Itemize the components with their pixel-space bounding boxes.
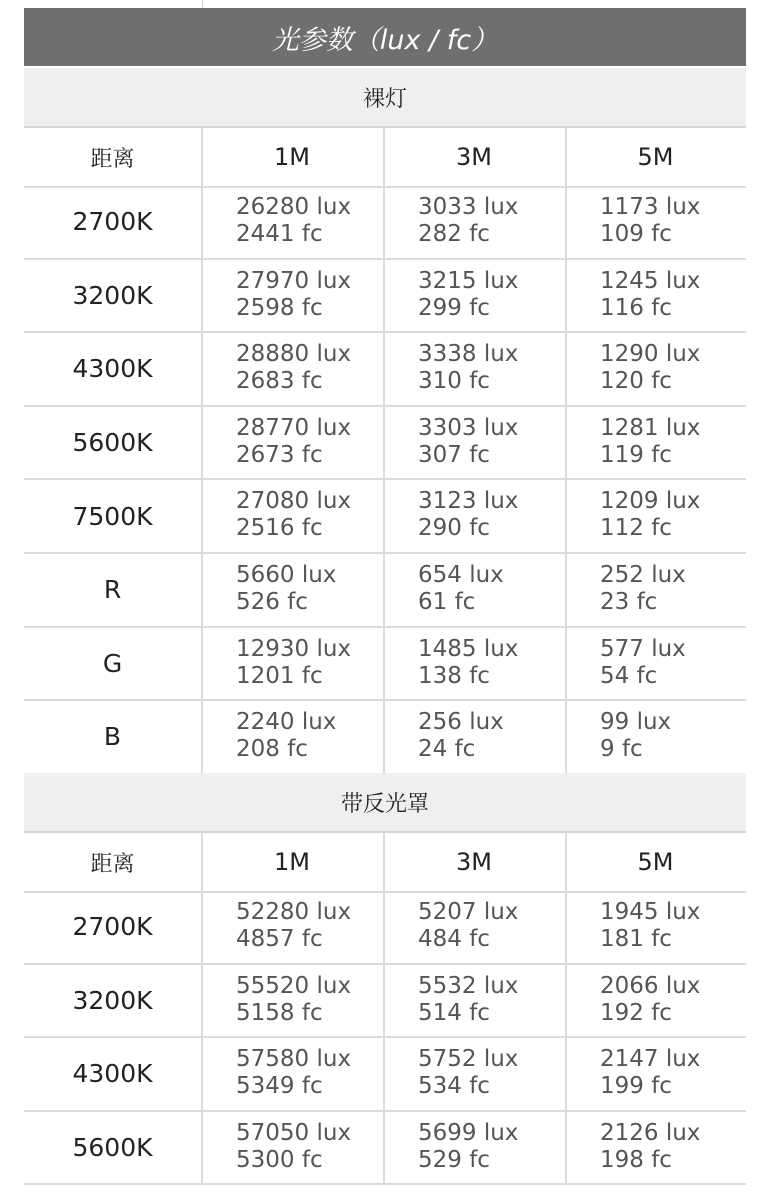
table-row — [24, 407, 746, 481]
lux-value: 1245 lux — [600, 267, 701, 294]
lux-value: 57580 lux — [236, 1046, 352, 1073]
lux-value: 3033 lux — [418, 194, 519, 220]
value-cell — [201, 333, 383, 405]
row-label: 3200K — [72, 280, 153, 310]
column-divider — [201, 554, 203, 626]
row-label: 4300K — [72, 354, 153, 384]
value-cell — [383, 407, 565, 479]
value-cell — [565, 628, 746, 700]
column-divider — [565, 333, 567, 405]
fc-value: 192 fc — [600, 999, 672, 1026]
column-divider — [201, 833, 203, 891]
fc-value: 484 fc — [418, 926, 490, 952]
lux-value: 654 lux — [418, 562, 504, 588]
value-cell — [565, 480, 746, 552]
lux-value: 5660 lux — [236, 562, 337, 588]
value-cell — [201, 628, 383, 700]
fc-value: 138 fc — [418, 662, 490, 689]
light-parameters-table — [24, 0, 746, 1200]
column-divider — [201, 891, 203, 963]
value-cell — [565, 407, 746, 479]
lux-value: 2066 lux — [600, 972, 701, 999]
fc-value: 208 fc — [236, 736, 308, 763]
fc-value: 109 fc — [600, 221, 672, 247]
fc-value: 5349 fc — [236, 1073, 323, 1100]
column-divider — [383, 554, 385, 626]
fc-value: 299 fc — [418, 294, 490, 321]
column-divider — [565, 628, 567, 700]
column-divider — [201, 260, 203, 332]
column-divider — [201, 1038, 203, 1110]
column-divider — [383, 833, 385, 891]
row-label: 4300K — [72, 1059, 153, 1089]
value-cell — [565, 333, 746, 405]
value-cell — [565, 891, 746, 963]
column-divider — [201, 965, 203, 1037]
value-cell — [383, 701, 565, 773]
fc-value: 526 fc — [236, 589, 308, 615]
lux-value: 5207 lux — [418, 899, 519, 925]
column-divider — [201, 128, 203, 186]
value-cell — [565, 1112, 746, 1184]
lux-value: 3215 lux — [418, 267, 519, 294]
column-header-1m: 1M — [274, 143, 310, 171]
value-cell — [565, 186, 746, 258]
fc-value: 181 fc — [600, 926, 672, 952]
value-cell — [383, 1038, 565, 1110]
lux-value: 99 lux — [600, 709, 672, 736]
value-cell — [383, 554, 565, 626]
column-divider — [383, 701, 385, 773]
fc-value: 514 fc — [418, 999, 490, 1026]
row-label: 3200K — [72, 985, 153, 1015]
lux-value: 5752 lux — [418, 1046, 519, 1073]
top-divider — [202, 0, 203, 8]
table-title: 光参数（lux / fc） — [24, 8, 746, 66]
value-cell — [383, 1112, 565, 1184]
value-cell — [201, 260, 383, 332]
value-cell — [383, 333, 565, 405]
value-cell — [383, 965, 565, 1037]
value-cell — [383, 480, 565, 552]
column-header-distance: 距离 — [90, 851, 135, 877]
table-row — [24, 554, 746, 628]
fc-value: 534 fc — [418, 1073, 490, 1100]
value-cell — [383, 260, 565, 332]
column-divider — [565, 260, 567, 332]
lux-value: 1945 lux — [600, 899, 701, 925]
value-cell — [565, 965, 746, 1037]
fc-value: 5158 fc — [236, 999, 323, 1026]
value-cell — [201, 407, 383, 479]
value-cell — [565, 260, 746, 332]
value-cell — [383, 628, 565, 700]
fc-value: 199 fc — [600, 1073, 672, 1100]
value-cell — [201, 701, 383, 773]
column-divider — [565, 186, 567, 258]
column-divider — [383, 965, 385, 1037]
column-divider — [201, 701, 203, 773]
row-label: R — [103, 575, 122, 605]
column-divider — [565, 1038, 567, 1110]
fc-value: 529 fc — [418, 1146, 490, 1173]
section-title: 带反光罩 — [24, 773, 746, 833]
column-divider — [383, 1112, 385, 1184]
column-divider — [565, 407, 567, 479]
header-row — [24, 128, 746, 188]
fc-value: 310 fc — [418, 368, 490, 395]
lux-value: 3303 lux — [418, 414, 519, 441]
table-row — [24, 186, 746, 260]
fc-value: 2516 fc — [236, 515, 323, 542]
column-divider — [383, 128, 385, 186]
fc-value: 307 fc — [418, 441, 490, 468]
value-cell — [201, 965, 383, 1037]
row-label: 2700K — [72, 912, 153, 942]
fc-value: 2673 fc — [236, 441, 323, 468]
lux-value: 252 lux — [600, 562, 686, 588]
value-cell — [565, 554, 746, 626]
column-header-5m: 5M — [637, 143, 674, 171]
fc-value: 2598 fc — [236, 294, 323, 321]
lux-value: 2126 lux — [600, 1119, 701, 1146]
column-divider — [383, 333, 385, 405]
column-divider — [383, 260, 385, 332]
row-label: B — [103, 722, 122, 752]
fc-value: 116 fc — [600, 294, 672, 321]
fc-value: 24 fc — [418, 736, 476, 763]
lux-value: 12930 lux — [236, 635, 352, 662]
lux-value: 3338 lux — [418, 341, 519, 368]
lux-value: 256 lux — [418, 709, 504, 736]
value-cell — [565, 1038, 746, 1110]
column-divider — [565, 554, 567, 626]
column-divider — [383, 628, 385, 700]
lux-value: 2147 lux — [600, 1046, 701, 1073]
lux-value: 1290 lux — [600, 341, 701, 368]
column-divider — [201, 1112, 203, 1184]
lux-value: 52280 lux — [236, 899, 352, 925]
fc-value: 290 fc — [418, 515, 490, 542]
fc-value: 282 fc — [418, 221, 490, 247]
column-divider — [565, 701, 567, 773]
fc-value: 2683 fc — [236, 368, 323, 395]
fc-value: 119 fc — [600, 441, 672, 468]
value-cell — [383, 186, 565, 258]
column-divider — [383, 480, 385, 552]
column-divider — [565, 1112, 567, 1184]
fc-value: 198 fc — [600, 1146, 672, 1173]
column-divider — [201, 333, 203, 405]
column-divider — [201, 480, 203, 552]
table-row — [24, 260, 746, 334]
fc-value: 2441 fc — [236, 221, 323, 247]
fc-value: 120 fc — [600, 368, 672, 395]
table-row — [24, 1112, 746, 1186]
value-cell — [201, 1038, 383, 1110]
column-header-3m: 3M — [456, 848, 492, 876]
lux-value: 26280 lux — [236, 194, 352, 220]
fc-value: 54 fc — [600, 662, 658, 689]
lux-value: 577 lux — [600, 635, 686, 662]
lux-value: 3123 lux — [418, 488, 519, 515]
row-label: 5600K — [72, 1133, 153, 1163]
column-header-5m: 5M — [637, 848, 674, 876]
row-label: 5600K — [72, 428, 153, 458]
fc-value: 4857 fc — [236, 926, 323, 952]
lux-value: 5699 lux — [418, 1119, 519, 1146]
fc-value: 112 fc — [600, 515, 672, 542]
column-divider — [383, 1038, 385, 1110]
lux-value: 28770 lux — [236, 414, 352, 441]
fc-value: 23 fc — [600, 589, 658, 615]
value-cell — [565, 701, 746, 773]
column-divider — [201, 628, 203, 700]
header-row — [24, 833, 746, 893]
lux-value: 1173 lux — [600, 194, 701, 220]
row-label: 2700K — [72, 207, 153, 237]
fc-value: 61 fc — [418, 589, 476, 615]
column-divider — [201, 186, 203, 258]
table-row — [24, 891, 746, 965]
table-row — [24, 701, 746, 775]
lux-value: 27080 lux — [236, 488, 352, 515]
column-divider — [565, 480, 567, 552]
column-divider — [565, 833, 567, 891]
fc-value: 5300 fc — [236, 1146, 323, 1173]
table-row — [24, 480, 746, 554]
lux-value: 5532 lux — [418, 972, 519, 999]
row-label: G — [102, 648, 123, 678]
column-divider — [565, 891, 567, 963]
lux-value: 55520 lux — [236, 972, 352, 999]
value-cell — [201, 186, 383, 258]
table-row — [24, 333, 746, 407]
column-divider — [383, 407, 385, 479]
column-divider — [565, 128, 567, 186]
table-row — [24, 965, 746, 1039]
fc-value: 9 fc — [600, 736, 643, 763]
value-cell — [201, 1112, 383, 1184]
column-header-3m: 3M — [456, 143, 492, 171]
column-divider — [383, 186, 385, 258]
value-cell — [201, 891, 383, 963]
column-divider — [201, 407, 203, 479]
section-title: 裸灯 — [24, 68, 746, 128]
column-header-1m: 1M — [274, 848, 310, 876]
value-cell — [201, 554, 383, 626]
lux-value: 1485 lux — [418, 635, 519, 662]
lux-value: 57050 lux — [236, 1119, 352, 1146]
table-row — [24, 1038, 746, 1112]
lux-value: 1281 lux — [600, 414, 701, 441]
column-header-distance: 距离 — [90, 146, 135, 172]
fc-value: 1201 fc — [236, 662, 323, 689]
lux-value: 28880 lux — [236, 341, 352, 368]
column-divider — [565, 965, 567, 1037]
row-label: 7500K — [72, 501, 153, 531]
lux-value: 1209 lux — [600, 488, 701, 515]
lux-value: 27970 lux — [236, 267, 352, 294]
lux-value: 2240 lux — [236, 709, 337, 736]
value-cell — [383, 891, 565, 963]
value-cell — [201, 480, 383, 552]
column-divider — [383, 891, 385, 963]
table-row — [24, 628, 746, 702]
